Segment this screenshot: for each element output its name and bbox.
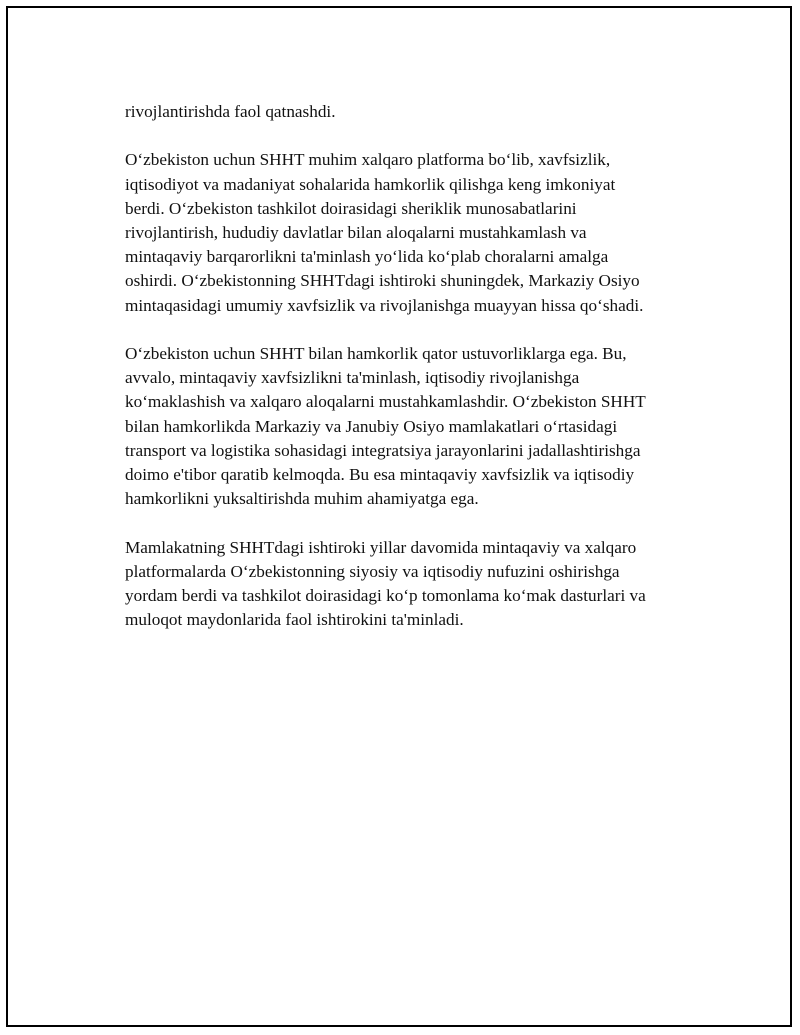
document-body [125, 100, 690, 657]
text-line: O‘zbekiston uchun SHHT bilan hamkorlik qator ustuvorliklarga ega. Bu, [125, 344, 627, 363]
text-line: O‘zbekiston uchun SHHT muhim xalqaro platforma bo‘lib, xavfsizlik, [125, 150, 611, 170]
text-line: hamkorlikni yuksaltirishda muhim ahamiyatga ega. [125, 489, 479, 509]
text-line: transport va logistika sohasidagi integratsiya jarayonlarini jadallashtirishga [125, 440, 641, 460]
text-line: avvalo, mintaqaviy xavfsizlikni ta'minlash, iqtisodiy rivojlanishga [125, 368, 580, 388]
text-line: mintaqaviy barqarorlikni ta'minlash yo‘lida ko‘plab choralarni amalga [125, 247, 609, 267]
text-line: doimo e'tibor qaratib kelmoqda. Bu esa mintaqaviy xavfsizlik va iqtisodiy [125, 465, 635, 485]
text-line: rivojlantirish, hududiy davlatlar bilan aloqalarni mustahkamlash va [125, 223, 587, 242]
text-line: platformalarda O‘zbekistonning siyosiy va iqtisodiy nufuzini oshirishga [125, 561, 620, 581]
paragraph-4 [125, 536, 690, 633]
text-line: ko‘maklashish va xalqaro aloqalarni mustahkamlashdir. O‘zbekiston SHHT [125, 392, 646, 412]
text-line: muloqot maydonlarida faol ishtirokini ta'minladi. [125, 610, 464, 630]
text-line: mintaqasidagi umumiy xavfsizlik va rivojlanishga muayyan hissa qo‘shadi. [125, 295, 644, 315]
paragraph-1 [125, 100, 690, 124]
text-line: berdi. O‘zbekiston tashkilot doirasidagi sheriklik munosabatlarini [125, 198, 577, 218]
text-line: yordam berdi va tashkilot doirasidagi ko‘p tomonlama ko‘mak dasturlari va [125, 586, 646, 606]
paragraph-3 [125, 342, 690, 511]
text-line: Mamlakatning SHHTdagi ishtiroki yillar davomida mintaqaviy va xalqaro [125, 537, 637, 557]
text-line: bilan hamkorlikda Markaziy va Janubiy Osiyo mamlakatlari o‘rtasidagi [125, 416, 618, 436]
paragraph-2 [125, 148, 690, 317]
text-line: iqtisodiyot va madaniyat sohalarida hamkorlik qilishga keng imkoniyat [125, 174, 616, 194]
text-line: oshirdi. O‘zbekistonning SHHTdagi ishtiroki shuningdek, Markaziy Osiyo [125, 271, 640, 291]
page-frame [6, 6, 792, 1027]
text-line: rivojlantirishda faol qatnashdi. [125, 102, 336, 121]
